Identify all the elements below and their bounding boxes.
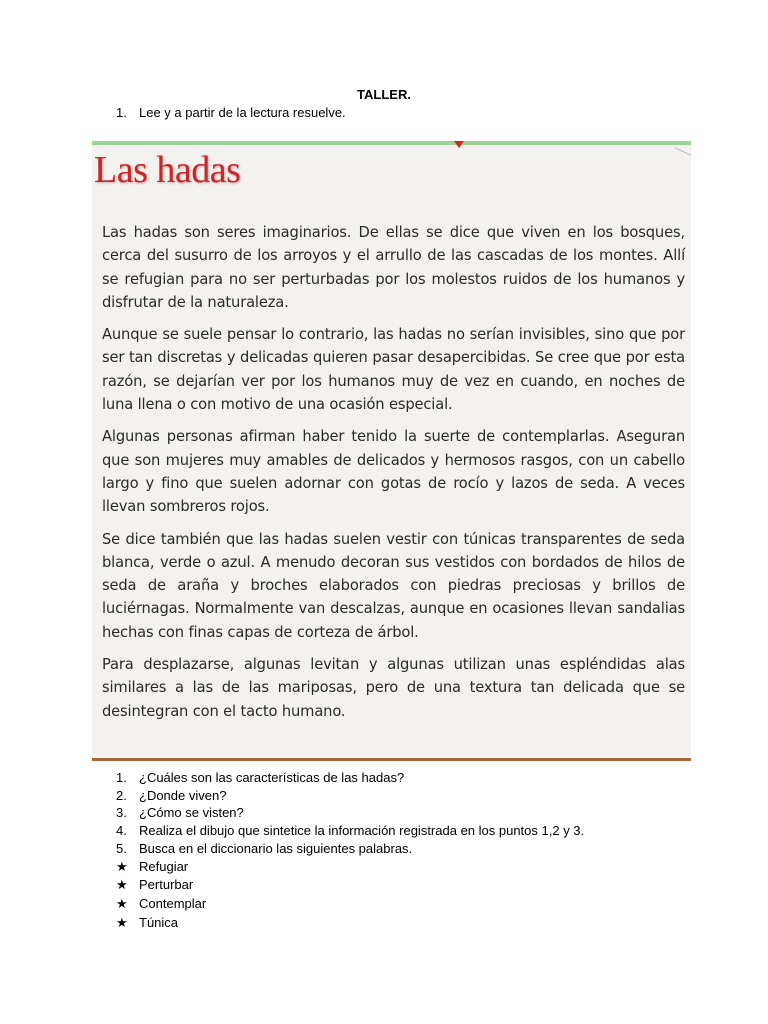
question-list <box>116 769 584 932</box>
star-icon: ★ <box>116 896 128 912</box>
reading-title: Las hadas <box>94 149 241 191</box>
instruction-number: 1. <box>116 105 127 120</box>
question-item <box>116 822 584 840</box>
word-text: Perturbar <box>139 877 194 893</box>
reading-paragraph: Se dice también que las hadas suelen vestir con túnicas transparentes de seda blanca, verde o azul. A menudo decoran sus vestidos con bordados de hilos de seda de araña y broches elaborados con piedras preciosas y brillos de luciérnagas. Normalmente van descalzas, aunque en ocasiones llevan sandalias hechas con finas capas de corteza de árbol. <box>102 530 685 641</box>
reading-excerpt <box>92 141 691 761</box>
word-item <box>116 876 584 895</box>
reading-body <box>102 221 685 732</box>
question-number: 5. <box>116 840 127 856</box>
reading-paragraph: Para desplazarse, algunas levitan y algunas utilizan unas espléndidas alas similares a las de las mariposas, pero de una textura tan delicada que se desintegran con el tacto humano. <box>102 656 685 720</box>
question-number: 1. <box>116 770 127 785</box>
reading-paragraph: Las hadas son seres imaginarios. De ellas se dice que viven en los bosques, cerca del susurro de los arroyos y el arrullo de las cascadas de los montes. Allí se refugian para no ser perturbadas por los molestos ruidos de los humanos y disfrutar de la naturaleza. <box>102 224 685 311</box>
star-icon: ★ <box>116 859 128 875</box>
red-mark-icon <box>454 141 464 148</box>
word-text: Túnica <box>139 914 179 930</box>
question-item <box>116 804 584 822</box>
page-curl-icon <box>675 141 691 156</box>
instruction <box>116 104 346 122</box>
word-text: Refugiar <box>139 858 189 874</box>
bottom-rule <box>92 758 691 761</box>
question-text: Busca en el diccionario las siguientes palabras. <box>139 840 413 856</box>
top-rule <box>92 141 691 145</box>
word-item <box>116 914 584 933</box>
word-text: Contemplar <box>139 895 207 911</box>
question-item <box>116 787 584 805</box>
question-number: 2. <box>116 787 127 803</box>
question-text: ¿Donde viven? <box>139 787 227 803</box>
question-item <box>116 840 584 858</box>
question-item <box>116 769 584 787</box>
question-text: ¿Cuáles son las características de las hadas? <box>139 770 405 785</box>
instruction-text: Lee y a partir de la lectura resuelve. <box>139 105 346 120</box>
question-number: 4. <box>116 823 127 839</box>
star-icon: ★ <box>116 878 128 894</box>
question-number: 3. <box>116 805 127 821</box>
star-icon: ★ <box>116 915 128 931</box>
word-item <box>116 895 584 914</box>
reading-paragraph: Aunque se suele pensar lo contrario, las hadas no serían invisibles, sino que por ser tan discretas y delicadas quieren pasar desapercibidas. Se cree que por esta razón, se dejarían ver por los humanos muy de vez en cuando, en noches de luna llena o con motivo de una ocasión especial. <box>102 326 685 414</box>
word-item <box>116 858 584 877</box>
question-text: Realiza el dibujo que sintetice la información registrada en los puntos 1,2 y 3. <box>139 823 585 839</box>
reading-paragraph: Algunas personas afirman haber tenido la suerte de contemplarlas. Aseguran que son mujeres muy amables de delicados y hermosos rasgos, con un cabello largo y fino que suelen adornar con gotas de rocío y lazos de seda. A veces llevan sombreros rojos. <box>102 428 685 516</box>
page-title: TALLER. <box>357 87 411 102</box>
question-text: ¿Cómo se visten? <box>139 805 244 821</box>
